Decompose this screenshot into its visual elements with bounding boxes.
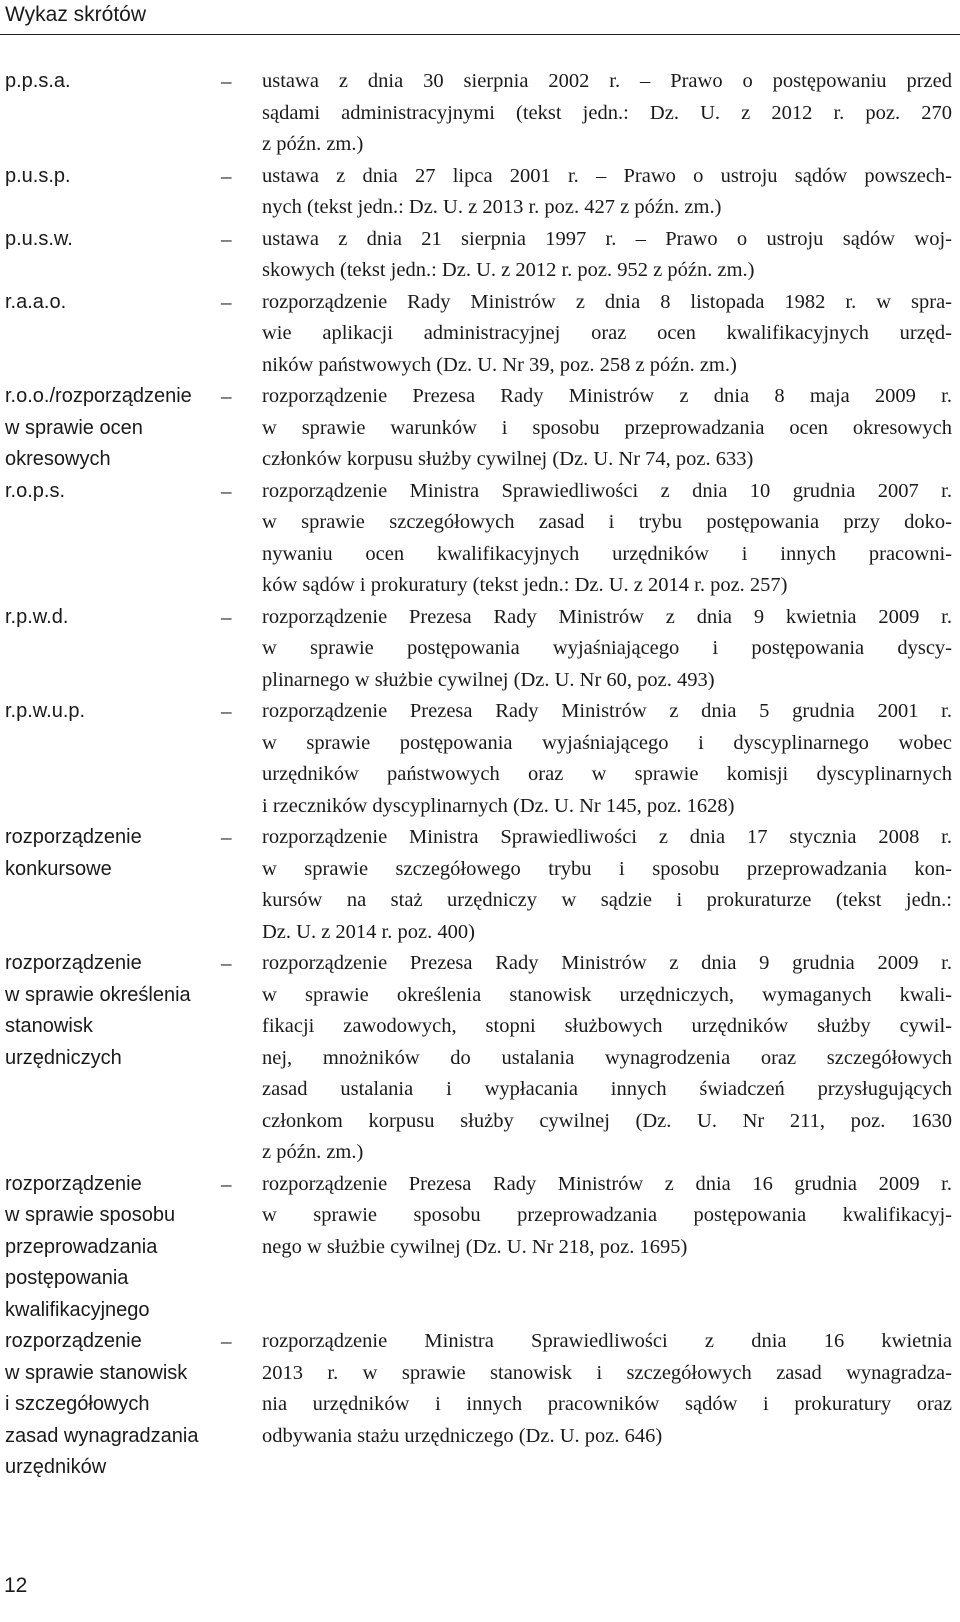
abbreviation-definition bbox=[262, 287, 952, 382]
separator-dash: – bbox=[221, 1329, 232, 1353]
definition-line: rozporządzenie Prezesa Rady Ministrów z dnia 9 kwietnia 2009 r. bbox=[262, 605, 952, 628]
abbreviation-definition bbox=[262, 948, 952, 1169]
abbreviation-definition bbox=[262, 476, 952, 602]
abbreviation-entry bbox=[0, 287, 960, 382]
separator-dash: – bbox=[221, 69, 232, 93]
abbreviation-term: rozporządzenie w sprawie stanowisk i szczegółowych zasad wynagradzania urzędników bbox=[5, 1330, 199, 1478]
abbreviation-definition bbox=[262, 602, 952, 697]
abbreviation-term: rozporządzenie w sprawie określenia stanowisk urzędniczych bbox=[5, 952, 191, 1069]
separator-dash: – bbox=[221, 1171, 232, 1196]
abbreviation-entry bbox=[0, 161, 960, 224]
separator-dash: – bbox=[221, 699, 232, 723]
definition-line: sądami administracyjnymi (tekst jedn.: Dz. U. z 2012 r. poz. 270 bbox=[262, 101, 952, 124]
definition-line: z późn. zm.) bbox=[262, 1141, 364, 1163]
abbreviation-definition bbox=[262, 1169, 952, 1264]
definition-line: rozporządzenie Ministra Sprawiedliwości z dnia 10 grudnia 2007 r. bbox=[262, 479, 952, 502]
definition-line: w sprawie szczegółowych zasad i trybu postępowania przy doko- bbox=[262, 511, 952, 533]
abbreviation-term: p.u.s.p. bbox=[5, 164, 71, 187]
abbreviation-entry bbox=[0, 1326, 960, 1484]
definition-line: rozporządzenie Prezesa Rady Ministrów z dnia 8 maja 2009 r. bbox=[262, 385, 952, 407]
definition-line: w sprawie postępowania wyjaśniającego i postępowania dyscy- bbox=[262, 637, 952, 659]
definition-line: ników państwowych (Dz. U. Nr 39, poz. 258 z późn. zm.) bbox=[262, 353, 737, 376]
abbreviation-term: r.p.w.u.p. bbox=[5, 700, 86, 722]
abbreviation-definition bbox=[262, 161, 952, 224]
separator-dash: – bbox=[221, 478, 232, 503]
definition-line: plinarnego w służbie cywilnej (Dz. U. Nr 60, poz. 493) bbox=[262, 668, 715, 691]
separator-dash: – bbox=[221, 384, 232, 408]
separator-dash: – bbox=[221, 825, 232, 849]
definition-line: odbywania stażu urzędniczego (Dz. U. poz. 646) bbox=[262, 1424, 663, 1447]
definition-line: nych (tekst jedn.: Dz. U. z 2013 r. poz. 427 z późn. zm.) bbox=[262, 196, 722, 218]
abbreviation-list bbox=[0, 66, 960, 1484]
definition-line: w sprawie określenia stanowisk urzędniczych, wymaganych kwali- bbox=[262, 983, 952, 1006]
definition-line: urzędników państwowych oraz w sprawie komisji dyscyplinarnych bbox=[262, 763, 952, 785]
definition-line: wie aplikacji administracyjnej oraz ocen kwalifikacyjnych urzęd- bbox=[262, 322, 952, 344]
header-title: Wykaz skrótów bbox=[5, 3, 147, 26]
definition-line: w sprawie warunków i sposobu przeprowadzania ocen okresowych bbox=[262, 416, 952, 439]
definition-line: w sprawie postępowania wyjaśniającego i dyscyplinarnego wobec bbox=[262, 731, 952, 754]
definition-line: 2013 r. w sprawie stanowisk i szczegółowych zasad wynagradza- bbox=[262, 1361, 952, 1384]
abbreviation-definition bbox=[262, 1326, 952, 1452]
abbreviation-entry bbox=[0, 948, 960, 1169]
definition-line: ustawa z dnia 27 lipca 2001 r. – Prawo o ustroju sądów powszech- bbox=[262, 164, 952, 187]
abbreviation-term: r.p.w.d. bbox=[5, 605, 69, 628]
definition-line: rozporządzenie Ministra Sprawiedliwości z dnia 16 kwietnia bbox=[262, 1330, 952, 1352]
definition-line: nywaniu ocen kwalifikacyjnych urzędników i innych pracowni- bbox=[262, 542, 952, 565]
separator-dash: – bbox=[221, 226, 232, 251]
abbreviation-term: p.p.s.a. bbox=[5, 70, 71, 92]
abbreviation-definition bbox=[262, 822, 952, 948]
abbreviation-term: r.a.a.o. bbox=[5, 290, 67, 313]
page-number: 12 bbox=[4, 1574, 28, 1597]
definition-line: nego w służbie cywilnej (Dz. U. Nr 218, poz. 1695) bbox=[262, 1235, 688, 1258]
abbreviation-entry bbox=[0, 602, 960, 697]
abbreviation-definition bbox=[262, 224, 952, 287]
abbreviation-term: rozporządzenie konkursowe bbox=[5, 826, 142, 880]
definition-line: rozporządzenie Prezesa Rady Ministrów z dnia 5 grudnia 2001 r. bbox=[262, 700, 952, 722]
separator-dash: – bbox=[221, 951, 232, 975]
definition-line: rozporządzenie Ministra Sprawiedliwości z dnia 17 stycznia 2008 r. bbox=[262, 826, 952, 848]
abbreviation-definition bbox=[262, 66, 952, 161]
separator-dash: – bbox=[221, 163, 232, 188]
definition-line: Dz. U. z 2014 r. poz. 400) bbox=[262, 920, 475, 943]
definition-line: ustawa z dnia 21 sierpnia 1997 r. – Prawo o ustroju sądów woj- bbox=[262, 227, 952, 250]
abbreviation-definition bbox=[262, 381, 952, 476]
definition-line: skowych (tekst jedn.: Dz. U. z 2012 r. poz. 952 z późn. zm.) bbox=[262, 259, 755, 281]
definition-line: w sprawie sposobu przeprowadzania postępowania kwalifikacyj- bbox=[262, 1204, 952, 1226]
definition-line: nej, mnożników do ustalania wynagrodzenia oraz szczegółowych bbox=[262, 1046, 952, 1069]
separator-dash: – bbox=[221, 604, 232, 629]
definition-line: i rzeczników dyscyplinarnych (Dz. U. Nr 145, poz. 1628) bbox=[262, 794, 735, 817]
definition-line: fikacji zawodowych, stopni służbowych urzędników służby cywil- bbox=[262, 1015, 952, 1037]
running-header bbox=[0, 0, 960, 35]
definition-line: ustawa z dnia 30 sierpnia 2002 r. – Prawo o postępowaniu przed bbox=[262, 70, 952, 92]
definition-line: nia urzędników i innych pracowników sądów i prokuratury oraz bbox=[262, 1393, 952, 1415]
abbreviation-term: r.o.p.s. bbox=[5, 479, 66, 502]
abbreviation-term: rozporządzenie w sprawie sposobu przeprowadzania postępowania kwalifikacyjnego bbox=[5, 1172, 176, 1321]
abbreviation-entry bbox=[0, 1169, 960, 1327]
definition-line: rozporządzenie Prezesa Rady Ministrów z dnia 9 grudnia 2009 r. bbox=[262, 952, 952, 974]
definition-line: w sprawie szczegółowego trybu i sposobu przeprowadzania kon- bbox=[262, 857, 952, 880]
abbreviation-entry bbox=[0, 224, 960, 287]
abbreviation-term: p.u.s.w. bbox=[5, 227, 73, 250]
definition-line: członków korpusu służby cywilnej (Dz. U. Nr 74, poz. 633) bbox=[262, 448, 754, 470]
separator-dash: – bbox=[221, 289, 232, 314]
abbreviation-entry bbox=[0, 381, 960, 476]
abbreviation-entry bbox=[0, 822, 960, 948]
definition-line: z późn. zm.) bbox=[262, 133, 364, 155]
abbreviation-term: r.o.o./rozporządzenie w sprawie ocen okresowych bbox=[5, 385, 192, 470]
definition-line: kursów na staż urzędniczy w sądzie i prokuraturze (tekst jedn.: bbox=[262, 889, 952, 911]
definition-line: rozporządzenie Rady Ministrów z dnia 8 listopada 1982 r. w spra- bbox=[262, 290, 952, 313]
definition-line: rozporządzenie Prezesa Rady Ministrów z dnia 16 grudnia 2009 r. bbox=[262, 1172, 952, 1195]
abbreviation-entry bbox=[0, 476, 960, 602]
abbreviation-entry bbox=[0, 696, 960, 822]
definition-line: zasad ustalania i wypłacania innych świadczeń przysługujących bbox=[262, 1078, 952, 1100]
definition-line: członkom korpusu służby cywilnej (Dz. U. Nr 211, poz. 1630 bbox=[262, 1109, 952, 1132]
abbreviation-definition bbox=[262, 696, 952, 822]
abbreviation-entry bbox=[0, 66, 960, 161]
definition-line: ków sądów i prokuratury (tekst jedn.: Dz. U. z 2014 r. poz. 257) bbox=[262, 574, 788, 596]
